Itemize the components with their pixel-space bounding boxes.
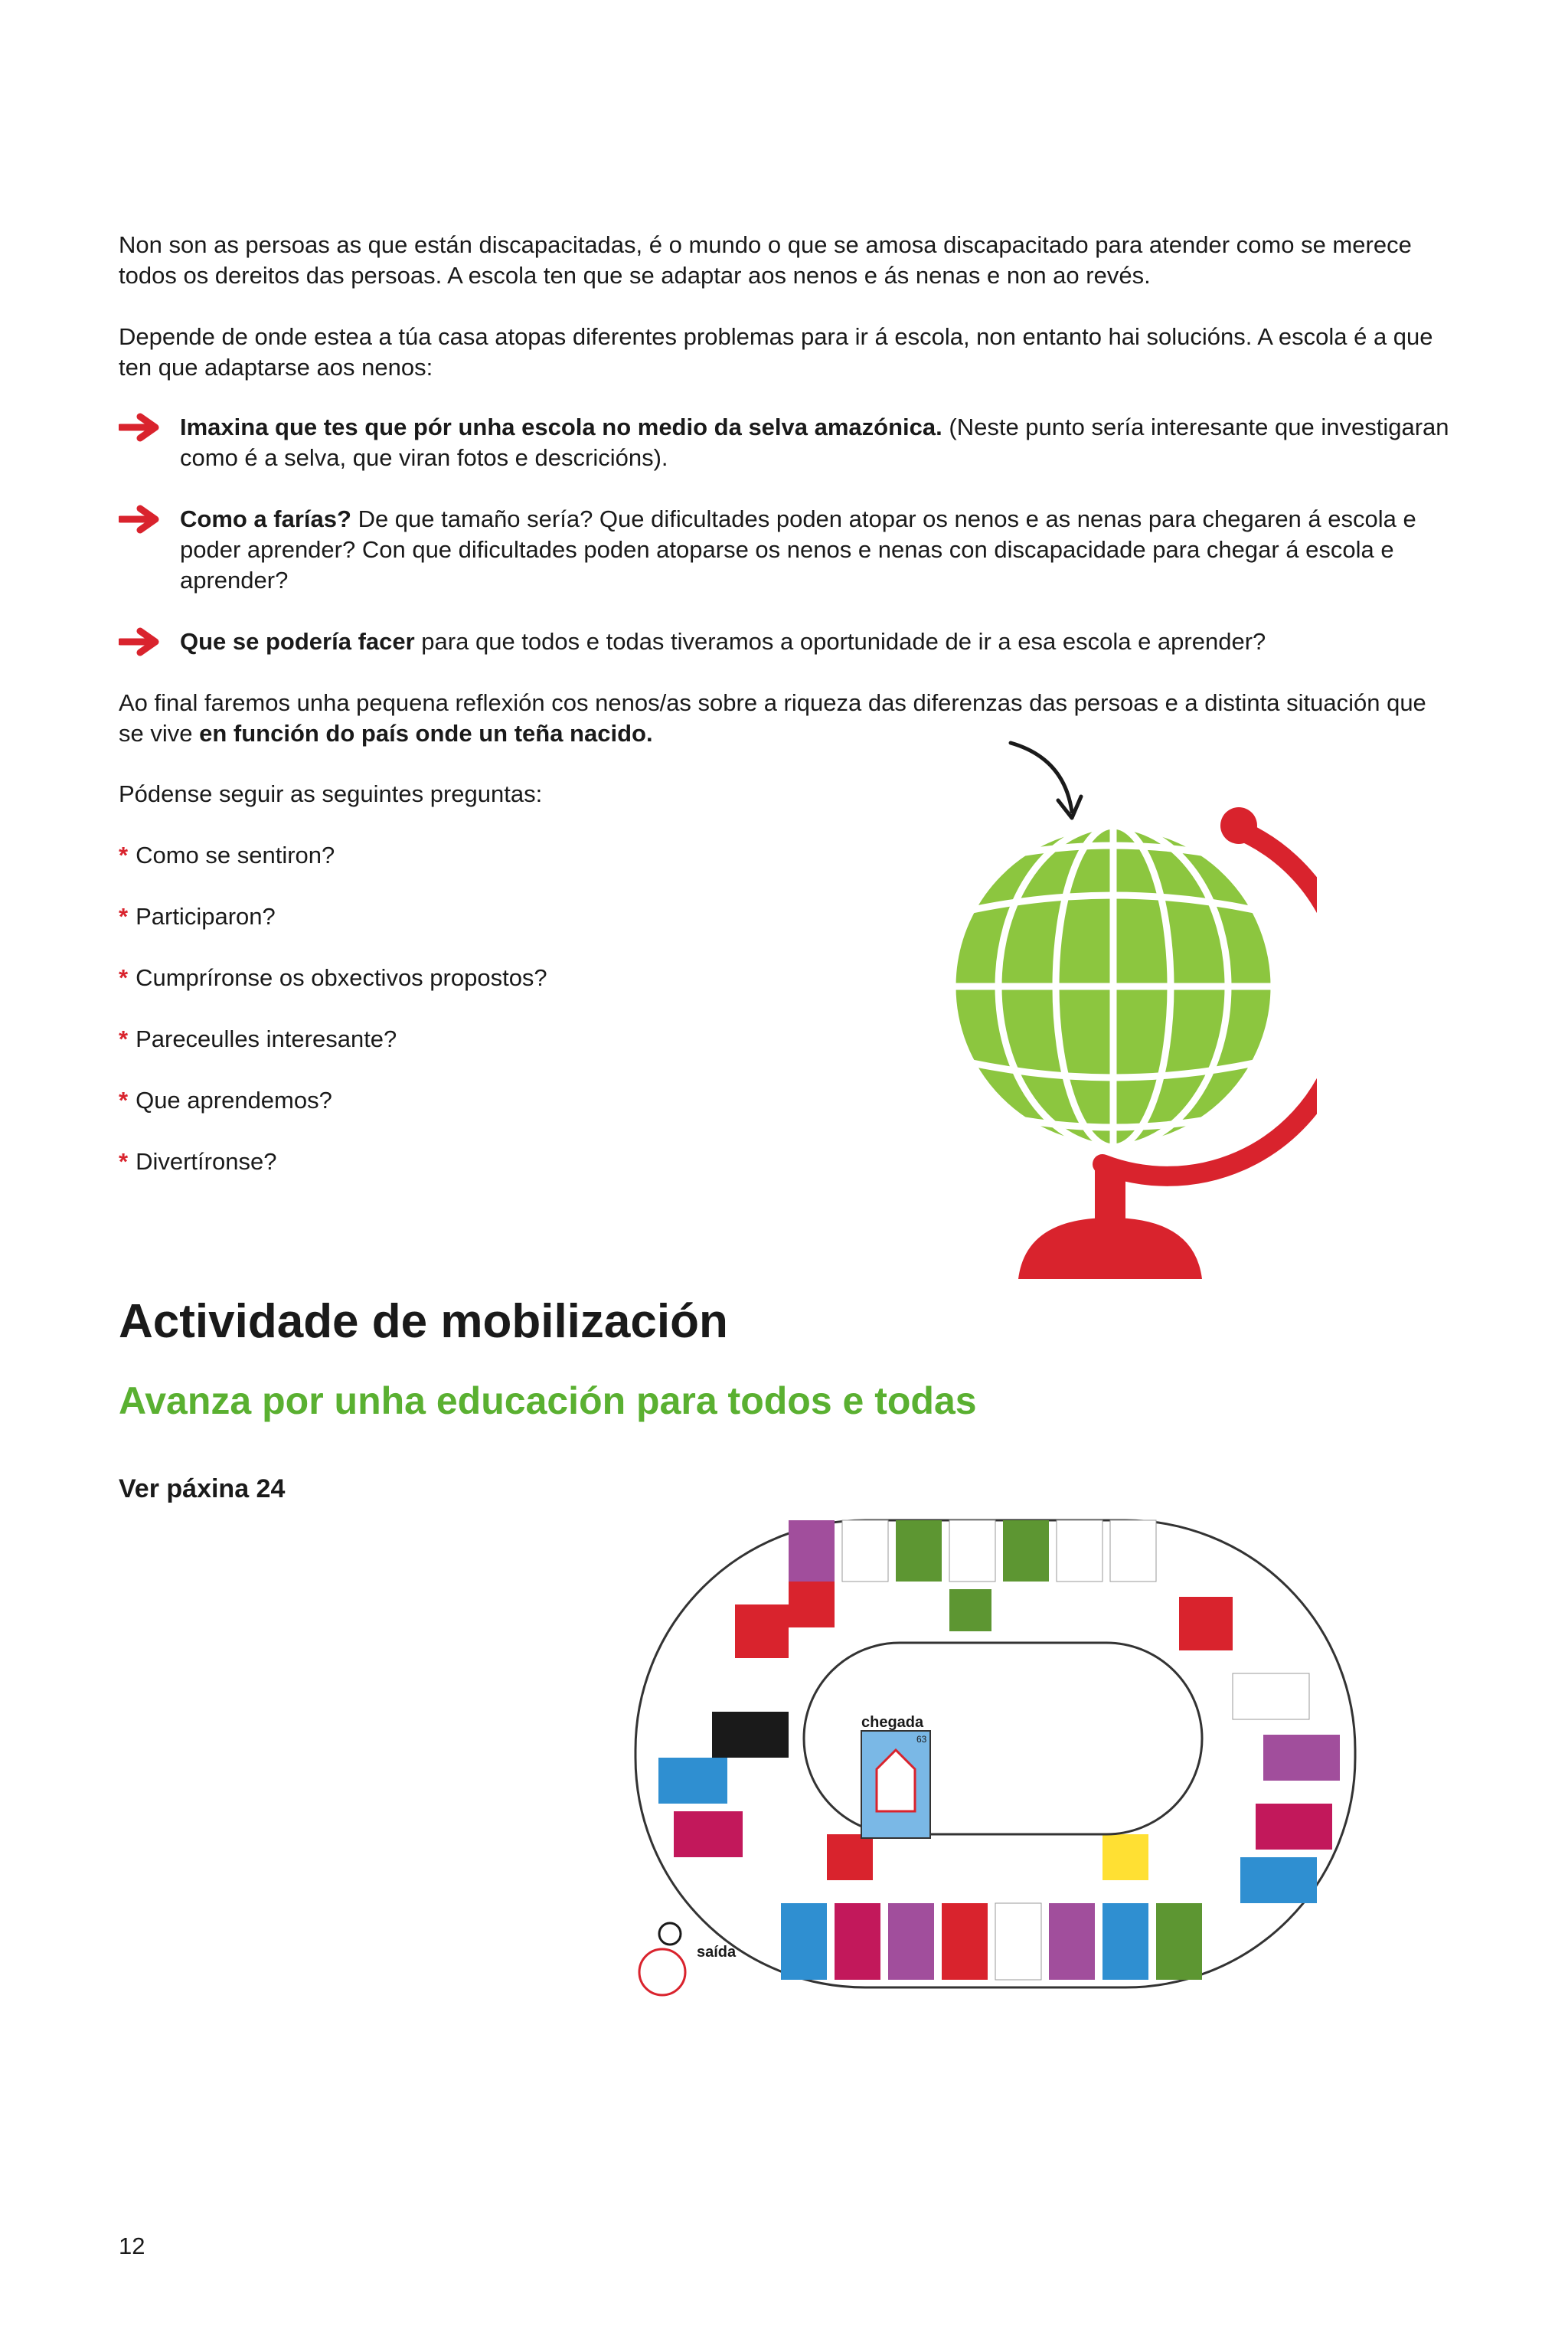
finish-number: 63 [916,1734,927,1745]
asterisk-icon: * [119,842,129,868]
start-label: saída [697,1944,737,1961]
asterisk-icon: * [119,1148,129,1175]
bullet-text: Que se podería facer para que todos e todas tiveramos a oportunidade de ir a esa escola e aprender? [180,628,1266,655]
section-title: Actividade de mobilización [119,1295,728,1348]
asterisk-icon: * [119,964,129,991]
section-subtitle: Avanza por unha educación para todos e todas [119,1379,977,1422]
question-item: * Cumpríronse os obxectivos propostos? [119,964,547,991]
red-arrow-icon [119,412,160,443]
question-item: * Participaron? [119,903,276,930]
page-number: 12 [119,2233,145,2259]
reflection-paragraph: Ao final faremos unha pequena reflexión cos nenos/as sobre a riqueza das diferenzas das persoas e a distinta situación que se vive en función do país onde un teña nacido. [119,689,1426,747]
asterisk-icon: * [119,903,129,930]
question-item: * Divertíronse? [119,1148,277,1175]
bullet-text: Como a farías? De que tamaño sería? Que dificultades poden atopar os nenos e as nenas para chegaren á escola e poder aprender? Con que dificultades poden atoparse os nenos e nenas con discapacidade para chegar á escola e aprender? [180,505,1416,594]
question-item: * Como se sentiron? [119,842,335,868]
globe-illustration [949,735,1317,1287]
finish-label: chegada [861,1714,924,1731]
asterisk-icon: * [119,1025,129,1052]
pointer-arrow-icon [1011,743,1072,812]
red-arrow-icon [119,626,160,657]
board-game-illustration [628,1505,1363,2033]
page-reference: Ver páxina 24 [119,1474,286,1503]
red-arrow-icon [119,504,160,535]
asterisk-icon: * [119,1087,129,1114]
questions-intro: Pódense seguir as seguintes preguntas: [119,780,543,807]
bullet-text: Imaxina que tes que pór unha escola no medio da selva amazónica. (Neste punto sería interesante que investigaran como é a selva, que viran fotos e descricións). [180,414,1449,471]
question-item: * Que aprendemos? [119,1087,332,1114]
question-item: * Pareceulles interesante? [119,1025,397,1052]
intro-paragraph-2: Depende de onde estea a túa casa atopas diferentes problemas para ir á escola, non entanto hai solucións. A escola é a que ten que adaptarse aos nenos: [119,323,1433,381]
intro-paragraph-1: Non son as persoas as que están discapacitadas, é o mundo o que se amosa discapacitado para atender como se merece todos os dereitos das persoas. A escola ten que se adaptar aos nenos e ás nenas e non ao revés. [119,231,1412,289]
